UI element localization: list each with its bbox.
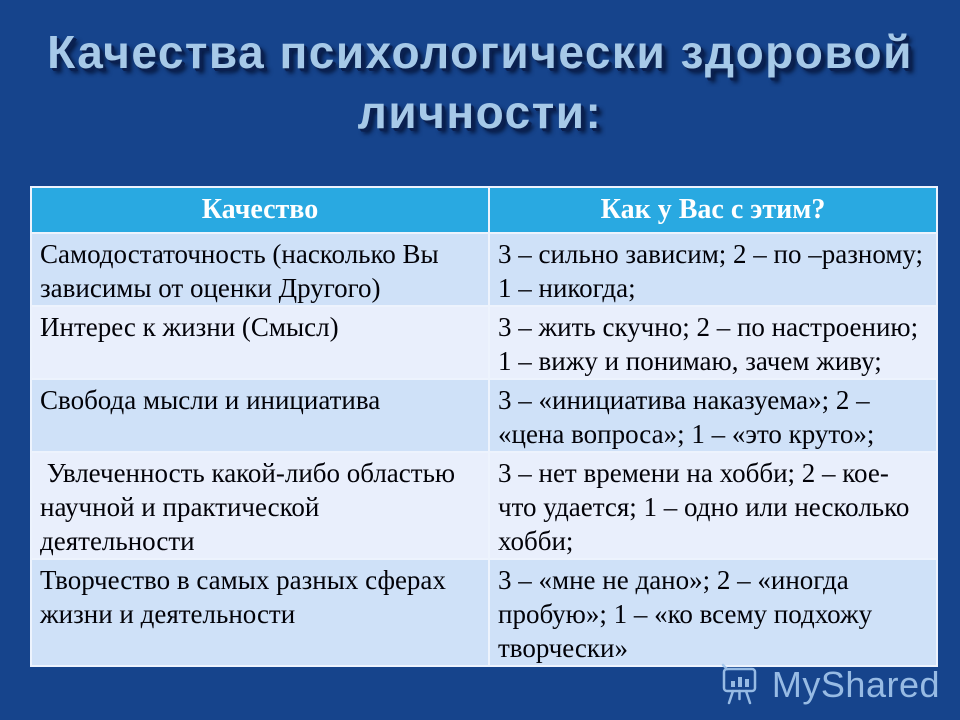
- slide-title: [0, 22, 960, 142]
- column-header-quality: Качество: [31, 187, 489, 233]
- slide-title-text: Качества психологически здоровой личности:: [47, 26, 913, 138]
- quality-cell: Увлеченность какой-либо областью научной и практической деятельности: [31, 452, 489, 559]
- table-row: [31, 306, 937, 379]
- quality-cell: Свобода мысли и инициатива: [31, 379, 489, 452]
- myshared-watermark: [718, 662, 940, 708]
- table-row: [31, 233, 937, 306]
- table-header-row: [31, 187, 937, 233]
- answer-cell: 3 – нет времени на хобби; 2 – кое-что удается; 1 – одно или несколько хобби;: [489, 452, 937, 559]
- answer-cell: 3 – жить скучно; 2 – по настроению; 1 – вижу и понимаю, зачем живу;: [489, 306, 937, 379]
- qualities-table: [30, 186, 938, 667]
- answer-cell: 3 – «мне не дано»; 2 – «иногда пробую»; 1 – «ко всему подхожу творчески»: [489, 559, 937, 666]
- quality-cell: Самодостаточность (насколько Вы зависимы от оценки Другого): [31, 233, 489, 306]
- answer-cell: 3 – «инициатива наказуема»; 2 – «цена вопроса»; 1 – «это круто»;: [489, 379, 937, 452]
- presentation-board-icon: [718, 662, 764, 708]
- table-row: [31, 379, 937, 452]
- quality-cell: Творчество в самых разных сферах жизни и деятельности: [31, 559, 489, 666]
- watermark-label: MyShared: [771, 664, 940, 705]
- quality-cell: Интерес к жизни (Смысл): [31, 306, 489, 379]
- table-row: [31, 559, 937, 666]
- answer-cell: 3 – сильно зависим; 2 – по –разному; 1 – никогда;: [489, 233, 937, 306]
- column-header-answer: Как у Вас с этим?: [489, 187, 937, 233]
- table-row: [31, 452, 937, 559]
